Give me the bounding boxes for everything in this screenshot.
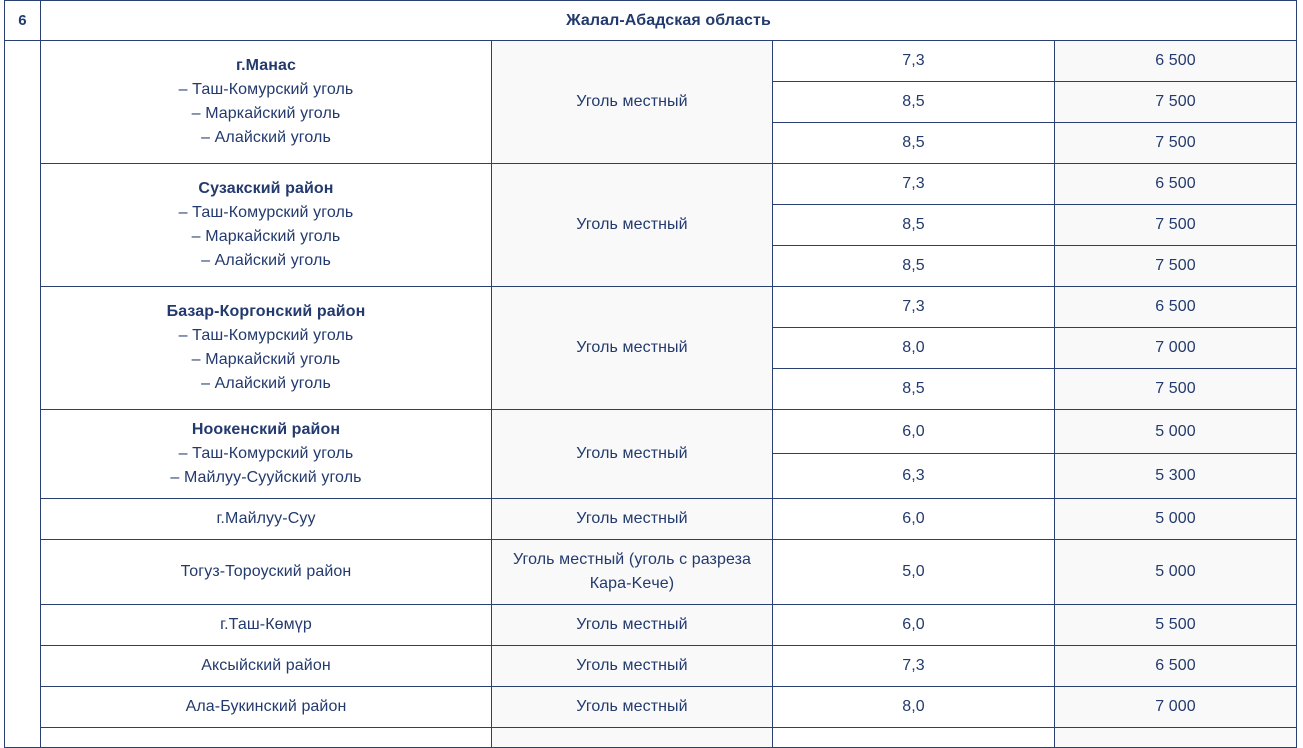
price-cell: 7 500 bbox=[1055, 205, 1297, 246]
section-header-row bbox=[5, 1, 1297, 41]
calorific-value-cell: 8,5 bbox=[773, 82, 1055, 123]
table-row bbox=[5, 646, 1297, 687]
calorific-value-cell: 8,0 bbox=[773, 328, 1055, 369]
calorific-value-cell: 6,0 bbox=[773, 499, 1055, 540]
price-cell: 6 500 bbox=[1055, 164, 1297, 205]
section-number: 6 bbox=[5, 1, 41, 41]
coal-type: – Алайский уголь bbox=[201, 129, 331, 146]
price-cell: 7 500 bbox=[1055, 369, 1297, 410]
table-row bbox=[5, 499, 1297, 540]
table-row bbox=[5, 164, 1297, 205]
fuel-cell: Уголь местный bbox=[492, 646, 773, 687]
coal-type: – Маркайский уголь bbox=[191, 228, 341, 245]
location-cell: Ала-Букинский район bbox=[41, 687, 492, 728]
coal-type: – Маркайский уголь bbox=[191, 351, 341, 368]
fuel-cell: Уголь местный bbox=[492, 410, 773, 499]
location-cell bbox=[41, 164, 492, 287]
location-cell bbox=[41, 410, 492, 499]
table-row bbox=[5, 605, 1297, 646]
price-cell: 5 000 bbox=[1055, 540, 1297, 605]
fuel-cell: Уголь местный bbox=[492, 41, 773, 164]
calorific-value-cell: 6,0 bbox=[773, 410, 1055, 454]
location-cell: Тогуз-Тороуский район bbox=[41, 540, 492, 605]
coal-type: – Таш-Комурский уголь bbox=[178, 204, 354, 221]
coal-type: – Алайский уголь bbox=[201, 252, 331, 269]
location-cell: Аксыйский район bbox=[41, 646, 492, 687]
location-name: Базар-Коргонский район bbox=[166, 303, 366, 320]
calorific-value-cell: 8,5 bbox=[773, 123, 1055, 164]
price-cell: 7 000 bbox=[1055, 328, 1297, 369]
calorific-value-cell: 5,0 bbox=[773, 540, 1055, 605]
calorific-value-cell: 8,5 bbox=[773, 205, 1055, 246]
location-cell bbox=[41, 287, 492, 410]
calorific-value-cell: 7,3 bbox=[773, 646, 1055, 687]
calorific-value-cell: 8,5 bbox=[773, 246, 1055, 287]
location-name: Сузакский район bbox=[198, 180, 334, 197]
price-cell: 7 000 bbox=[1055, 687, 1297, 728]
table-row bbox=[5, 287, 1297, 328]
price-cell: 6 500 bbox=[1055, 41, 1297, 82]
calorific-value-cell: 6,0 bbox=[773, 605, 1055, 646]
index-spacer-cell bbox=[5, 41, 41, 748]
location-cell: г.Таш-Көмүр bbox=[41, 605, 492, 646]
calorific-value-cell: 7,3 bbox=[773, 41, 1055, 82]
fuel-cell: Уголь местный bbox=[492, 287, 773, 410]
calorific-value-cell: 8,0 bbox=[773, 687, 1055, 728]
calorific-value-cell: 6,3 bbox=[773, 454, 1055, 499]
price-cell: 5 000 bbox=[1055, 499, 1297, 540]
calorific-value-cell: 7,3 bbox=[773, 164, 1055, 205]
table-row bbox=[5, 687, 1297, 728]
location-name: г.Манас bbox=[235, 57, 297, 74]
price-cell: 7 500 bbox=[1055, 246, 1297, 287]
coal-type: – Таш-Комурский уголь bbox=[178, 81, 354, 98]
table-row bbox=[5, 410, 1297, 454]
price-cell: 5 500 bbox=[1055, 605, 1297, 646]
coal-type: – Таш-Комурский уголь bbox=[178, 445, 354, 462]
price-cell: 7 500 bbox=[1055, 123, 1297, 164]
section-title: Жалал-Абадская область bbox=[41, 1, 1297, 41]
table-row bbox=[5, 540, 1297, 605]
fuel-cell: Уголь местный (уголь с разреза Кара-Keче) bbox=[492, 540, 773, 605]
location-cell bbox=[41, 41, 492, 164]
price-cell: 5 000 bbox=[1055, 410, 1297, 454]
location-name: Ноокенский район bbox=[191, 421, 341, 438]
fuel-cell: Уголь местный bbox=[492, 499, 773, 540]
coal-type: – Алайский уголь bbox=[201, 375, 331, 392]
coal-type: – Таш-Комурский уголь bbox=[178, 327, 354, 344]
price-cell: 6 500 bbox=[1055, 646, 1297, 687]
price-cell: 5 300 bbox=[1055, 454, 1297, 499]
fuel-cell: Уголь местный bbox=[492, 164, 773, 287]
location-cell: г.Майлуу-Суу bbox=[41, 499, 492, 540]
fuel-cell: Уголь местный bbox=[492, 687, 773, 728]
calorific-value-cell: 7,3 bbox=[773, 287, 1055, 328]
fuel-cell: Уголь местный bbox=[492, 605, 773, 646]
price-cell: 6 500 bbox=[1055, 287, 1297, 328]
calorific-value-cell: 8,5 bbox=[773, 369, 1055, 410]
coal-type: – Майлуу-Сууйский уголь bbox=[170, 469, 362, 486]
price-cell: 7 500 bbox=[1055, 82, 1297, 123]
coal-type: – Маркайский уголь bbox=[191, 105, 341, 122]
table-row bbox=[5, 41, 1297, 82]
coal-price-table bbox=[4, 0, 1297, 748]
